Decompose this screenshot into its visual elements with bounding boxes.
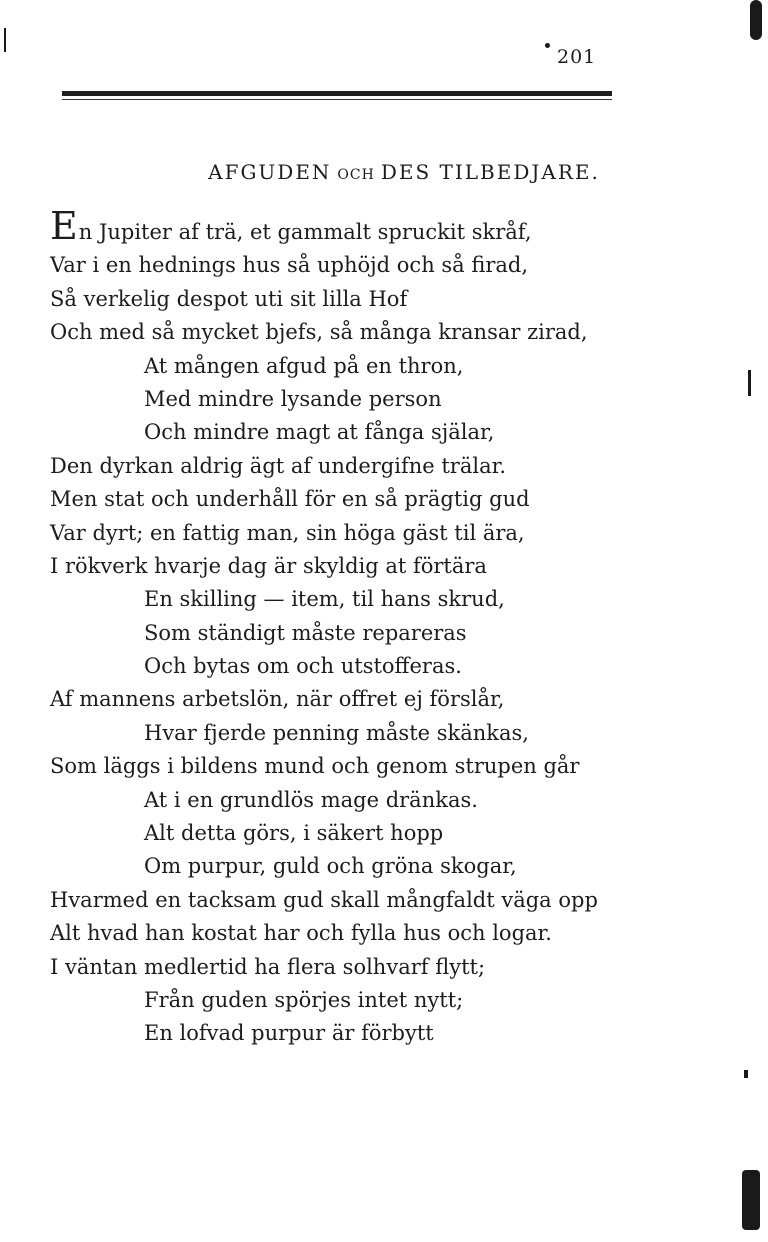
poem-line: I väntan medlertid ha flera solhvarf flytt; (50, 954, 486, 979)
poem-line-indented: At i en grundlös mage dränkas. (144, 787, 478, 812)
poem-line: Af mannens arbetslön, när offret ej förslår, (50, 687, 505, 712)
poem-line: Så verkelig despot uti sit lilla Hof (50, 286, 408, 311)
scan-edge-mark (545, 43, 550, 48)
poem-line-indented: Som ständigt måste repareras (144, 620, 467, 645)
poem-line: I rökverk hvarje dag är skyldig at förtära (50, 553, 487, 578)
poem-line-indented: Och bytas om och utstofferas. (144, 654, 462, 679)
header-rule (62, 91, 612, 96)
scan-edge-mark (744, 1070, 748, 1078)
poem-line-indented: Med mindre lysande person (144, 386, 442, 411)
poem-line-indented: En lofvad purpur är förbytt (144, 1021, 434, 1046)
poem-line: Som läggs i bildens mund och genom strupen går (50, 754, 580, 779)
first-line-text: n Jupiter af trä, et gammalt spruckit skråf, (78, 220, 532, 244)
scan-edge-mark (742, 1170, 760, 1230)
poem-line-indented: Alt detta görs, i säkert hopp (144, 821, 444, 846)
scan-edge-mark (748, 370, 751, 396)
poem-line-indented: At mången afgud på en thron, (144, 353, 464, 378)
title-connector: OCH (337, 167, 375, 183)
drop-cap: E (50, 204, 78, 248)
page-number: 201 (557, 46, 597, 68)
poem-line: Var dyrt; en fattig man, sin höga gäst til ära, (50, 520, 525, 545)
title-part-2: DES TILBEDJARE. (380, 160, 600, 184)
scan-edge-mark (750, 0, 762, 40)
poem-line-indented: Och mindre magt at fånga själar, (144, 420, 495, 445)
poem-line: Och med så mycket bjefs, så många kransar zirad, (50, 320, 588, 345)
title-part-1: AFGUDEN (208, 160, 332, 184)
poem-line: Den dyrkan aldrig ägt af undergifne trälar. (50, 453, 507, 478)
poem-line-indented: Om purpur, guld och gröna skogar, (144, 854, 517, 879)
scan-edge-mark (4, 28, 6, 52)
poem-line: Hvarmed en tacksam gud skall mångfaldt väga opp (50, 887, 598, 912)
poem-line-1 (50, 204, 630, 249)
poem-line-indented: En skilling — item, til hans skrud, (144, 587, 505, 612)
poem-line: Alt hvad han kostat har och fylla hus och logar. (50, 921, 552, 946)
poem-line-indented: Från guden spörjes intet nytt; (144, 987, 464, 1012)
poem-line: Men stat och underhåll för en så prägtig gud (50, 487, 530, 512)
poem-body (50, 204, 630, 1051)
poem-title (20, 160, 768, 184)
poem-line: Var i en hednings hus så uphöjd och så firad, (50, 253, 529, 278)
header-rule-thin (62, 99, 612, 100)
poem-line-indented: Hvar fjerde penning måste skänkas, (144, 720, 529, 745)
